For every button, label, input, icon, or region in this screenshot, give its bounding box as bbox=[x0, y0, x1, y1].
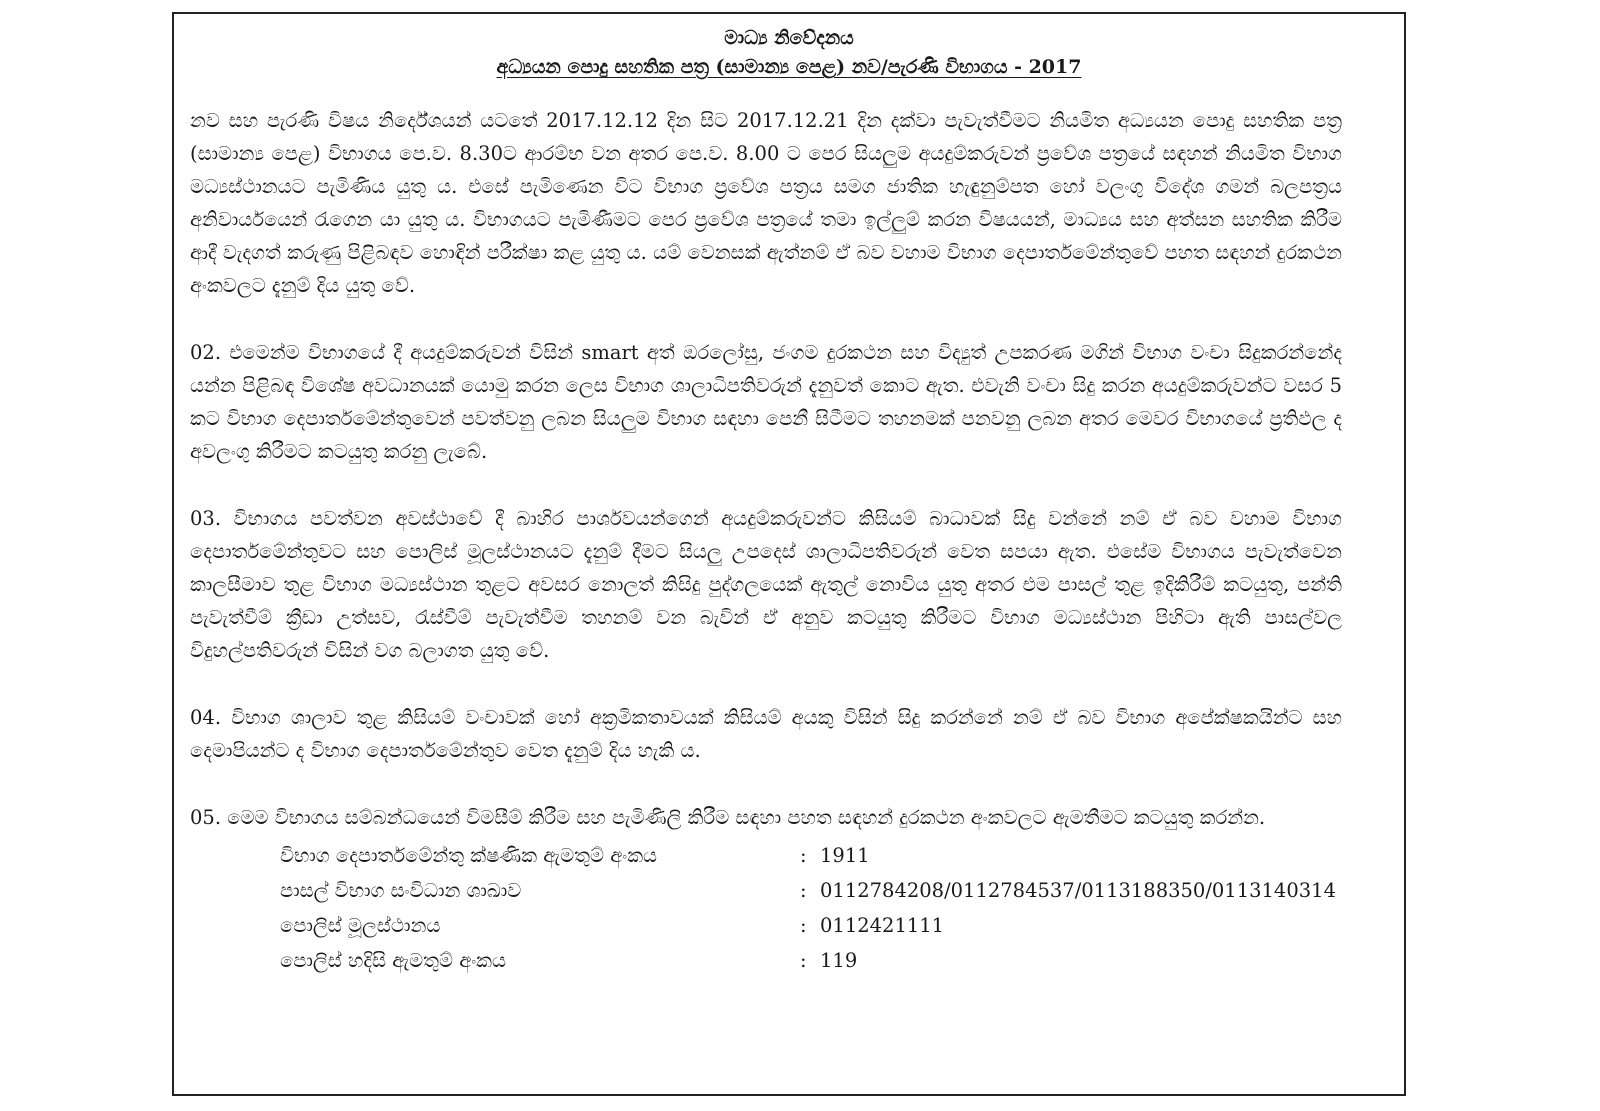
page-title: මාධ්‍ය නිවේදනය bbox=[724, 27, 854, 49]
contact-separator: : bbox=[800, 844, 807, 867]
contact-row bbox=[280, 908, 1342, 943]
contact-label: පාසල් විභාග සංවිධාන ශාඛාව bbox=[280, 879, 522, 902]
contact-row bbox=[280, 943, 1342, 978]
contact-row bbox=[280, 873, 1342, 908]
contact-label: විභාග දෙපාර්තමේන්තු ක්ෂණික ඇමතුම් අංකය bbox=[280, 844, 658, 867]
paragraph-3: 03. විභාගය පවත්වන අවස්ථාවේ දී බාහිර පාර්ශවයන්ගෙන් අයදුම්කරුවන්ට කිසියම් බාධාවක් සිදු වන්නේ නම් ඒ බව වහාම විභාග දෙපාර්තමේන්තුවට සහ පොලිස් මූලස්ථානයට දැනුම් දීමට සියලු උපදෙස් ශාලාධිපතිවරුන් වෙත සපයා ඇත. එසේම විභාගය පැවැත්වෙන කාලසීමාව තුළ විභාග මධ්‍යස්ථාන තුළට අවසර නොලත් කිසිදු පුද්ගලයෙක් ඇතුල් නොවිය යුතු අතර එම පාසල් තුළ ඉදිකිරීම් කටයුතු, පන්ති පැවැත්වීම් ක්‍රීඩා උත්සව, රැස්වීම් පැවැත්වීම තහනම් වන බැවින් ඒ අනුව කටයුතු කිරීමට විභාග මධ්‍යස්ථාන පිහිටා ඇති පාසල්වල විදුහල්පතිවරුන් විසින් වග බලාගත යුතු වේ. bbox=[190, 507, 1342, 662]
page-subtitle: අධ්‍යයන පොදු සහතික පත්‍ර (සාමාන්‍ය පෙළ) නව/පැරණි විභාගය - 2017 bbox=[496, 56, 1082, 78]
contact-label: පොලිස් මූලස්ථානය bbox=[280, 914, 441, 937]
notice-header bbox=[174, 14, 1404, 82]
notice-frame bbox=[172, 12, 1406, 1096]
paragraph-4: 04. විභාග ශාලාව තුළ කිසියම් වංචාවක් හෝ අක්‍රමිකතාවයක් කිසියම් අයකු විසින් සිදු කරන්නේ නම් ඒ බව විභාග අපේක්ෂකයින්ට සහ දෙමාපියන්ට ද විභාග දෙපාර්තමේන්තුව වෙත දැනුම් දිය හැකි ය. bbox=[190, 706, 1342, 762]
contact-number: 0112421111 bbox=[820, 914, 945, 937]
contact-separator: : bbox=[800, 879, 807, 902]
paragraph-2: 02. එමෙන්ම විභාගයේ දී අයදුම්කරුවන් විසින් smart අත් ඔරලෝසු, ජංගම දුරකථන සහ විද්‍යුත් උපකරණ මගින් විභාග වංචා සිදුකරන්නේද යන්න පිළිබඳ විශේෂ අවධානයක් යොමු කරන ලෙස විභාග ශාලාධිපතිවරුන් දැනුවත් කොට ඇත. එවැනි වංචා සිදු කරන අයදුම්කරුවන්ට වසර 5 කට විභාග දෙපාර්තමේන්තුවෙන් පවත්වනු ලබන සියලුම විභාග සඳහා පෙනී සිටීමට තහනමක් පනවනු ලබන අතර මෙවර විභාගයේ ප්‍රතිඵල ද අවලංගු කිරීමට කටයුතු කරනු ලැබේ. bbox=[190, 341, 1342, 463]
notice-body bbox=[190, 104, 1342, 978]
contact-separator: : bbox=[800, 914, 807, 937]
contact-row bbox=[280, 838, 1342, 873]
paragraph-1: නව සහ පැරණි විෂය නිර්දේශයන් යටතේ 2017.12.12 දින සිට 2017.12.21 දින දක්වා පැවැත්වීමට නියමිත අධ්‍යයන පොදු සහතික පත්‍ර (සාමාන්‍ය පෙළ) විභාගය පෙ.ව. 8.30ට ආරම්භ වන අතර පෙ.ව. 8.00 ට පෙර සියලුම අයදුම්කරුවන් ප්‍රවේශ පත්‍රයේ සඳහන් නියමිත විභාග මධ්‍යස්ථානයට පැමිණිය යුතු ය. එසේ පැමිණෙන විට විභාග ප්‍රවේශ පත්‍රය සමග ජාතික හැඳුනුම්පත හෝ වලංගු විදේශ ගමන් බලපත්‍රය අනිවාර්යයෙන් රැගෙන යා යුතු ය. විභාගයට පැමිණීමට පෙර ප්‍රවේශ පත්‍රයේ තමා ඉල්ලුම් කරන විෂයයන්, මාධ්‍යය සහ අත්සන සහතික කිරීම ආදී වැදගත් කරුණු පිළිබඳව හොඳින් පරීක්ෂා කළ යුතු ය. යම් වෙනසක් ඇත්නම් ඒ බව වහාම විභාග දෙපාර්තමේන්තුවේ පහත සඳහන් දුරකථන අංකවලට දැනුම් දිය යුතු වේ. bbox=[190, 109, 1342, 297]
paragraph-5: 05. මෙම විභාගය සම්බන්ධයෙන් විමසීම් කිරීම සහ පැමිණිලි කිරීම සඳහා පහත සඳහන් දුරකථන අංකවලට ඇමතීමට කටයුතු කරන්න. bbox=[190, 806, 1266, 829]
contact-separator: : bbox=[800, 949, 807, 972]
contact-number: 1911 bbox=[820, 844, 870, 867]
contact-number: 0112784208/0112784537/0113188350/0113140314 bbox=[820, 879, 1336, 902]
contact-number: 119 bbox=[820, 949, 858, 972]
contact-table bbox=[280, 838, 1342, 978]
contact-label: පොලිස් හදිසි ඇමතුම් අංකය bbox=[280, 949, 507, 972]
